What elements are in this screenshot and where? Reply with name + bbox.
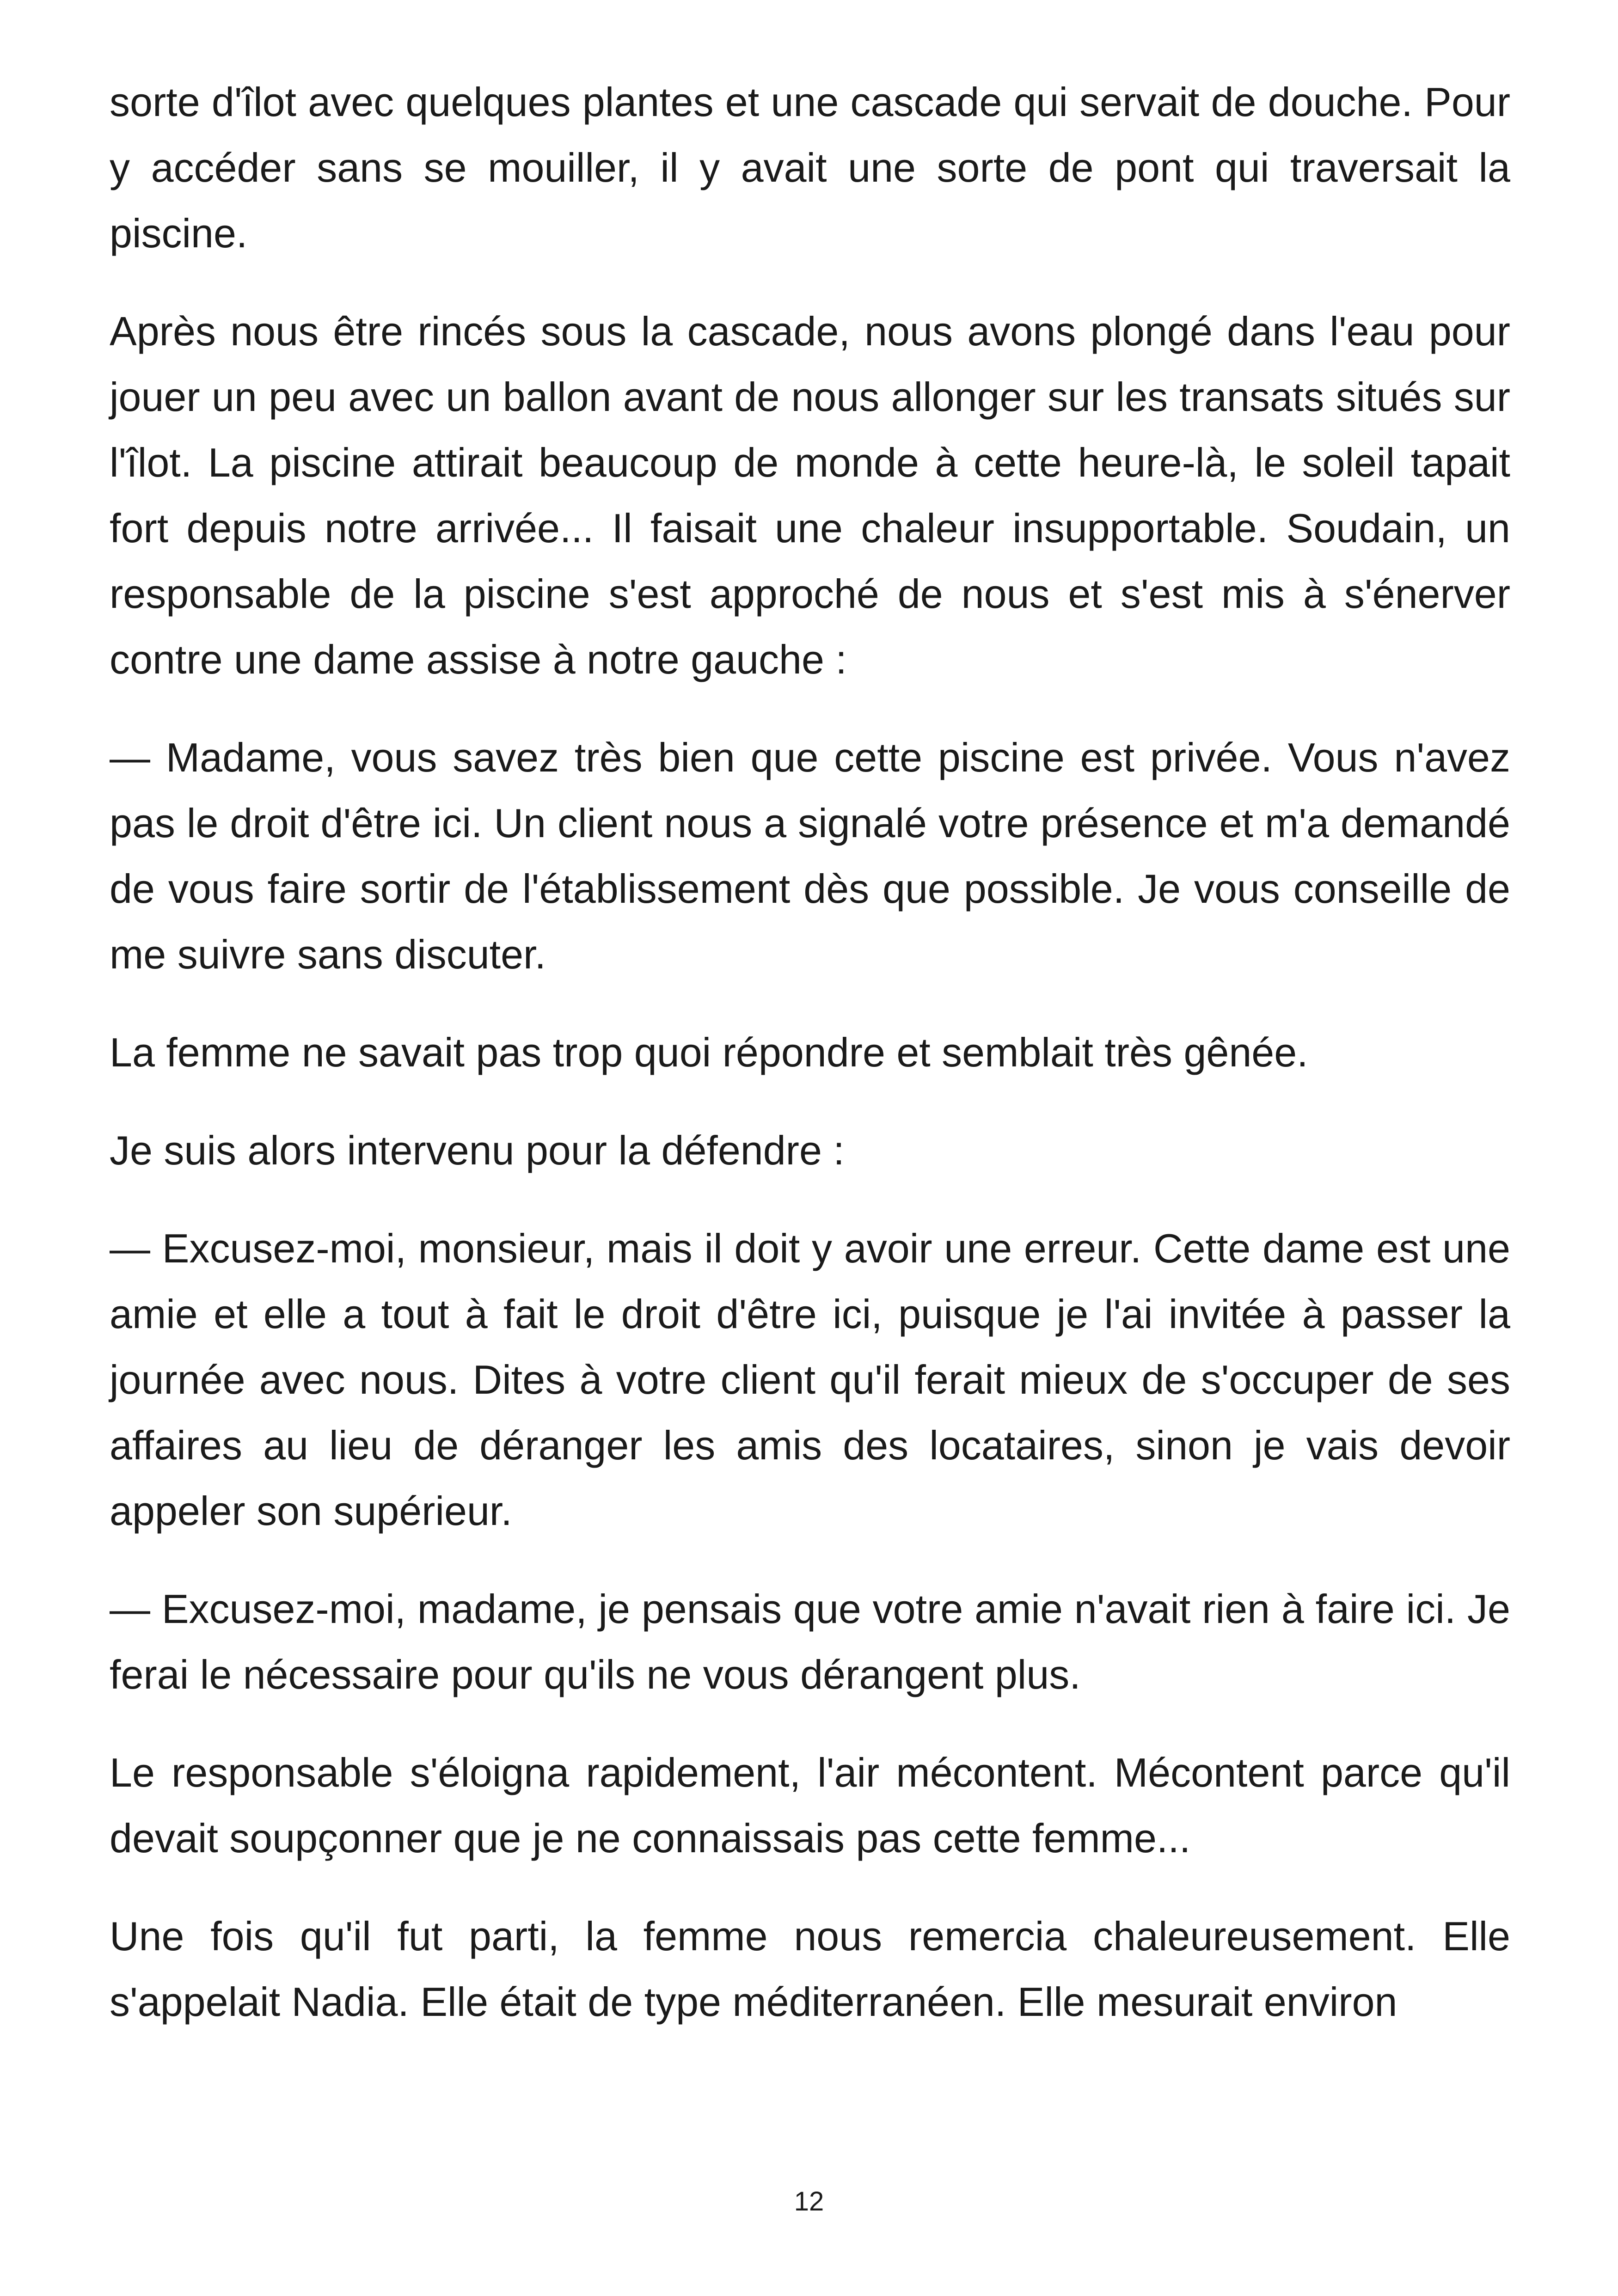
paragraph-9: Une fois qu'il fut parti, la femme nous remercia chaleureusement. Elle s'appelait Nadia. Elle était de type méditerranéen. Elle mesurait environ (110, 1913, 1510, 2025)
paragraph-6: — Excusez-moi, monsieur, mais il doit y avoir une erreur. Cette dame est une amie et elle a tout à fait le droit d'être ici, puisque je l'ai invitée à passer la journée avec nous. Dites à votre client qu'il ferait mieux de s'occuper de ses affaires au lieu de déranger les amis des locataires, sinon je vais devoir appeler son supérieur. (110, 1225, 1510, 1534)
paragraph-7: — Excusez-moi, madame, je pensais que votre amie n'avait rien à faire ici. Je ferai le nécessaire pour qu'ils ne vous dérangent plus. (110, 1586, 1510, 1697)
paragraph-5: Je suis alors intervenu pour la défendre : (110, 1127, 845, 1173)
paragraph-2: Après nous être rincés sous la cascade, nous avons plongé dans l'eau pour jouer un peu avec un ballon avant de nous allonger sur les transats situés sur l'îlot. La piscine attirait beaucoup de monde à cette heure-là, le soleil tapait fort depuis notre arrivée... Il faisait une chaleur insupportable. Soudain, un responsable de la piscine s'est approché de nous et s'est mis à s'énerver contre une dame assise à notre gauche : (110, 308, 1510, 682)
paragraph-1: sorte d'îlot avec quelques plantes et une cascade qui servait de douche. Pour y accéder sans se mouiller, il y avait une sorte de pont qui traversait la piscine. (110, 79, 1510, 256)
paragraph-8: Le responsable s'éloigna rapidement, l'air mécontent. Mécontent parce qu'il devait soupçonner que je ne connaissais pas cette femme... (110, 1750, 1510, 1861)
paragraph-4: La femme ne savait pas trop quoi répondre et semblait très gênée. (110, 1029, 1308, 1075)
text-body (110, 69, 1510, 2035)
paragraph-3: — Madame, vous savez très bien que cette piscine est privée. Vous n'avez pas le droit d'être ici. Un client nous a signalé votre présence et m'a demandé de vous faire sortir de l'établissement dès que possible. Je vous conseille de me suivre sans discuter. (110, 735, 1510, 977)
page-number: 12 (794, 2186, 824, 2216)
